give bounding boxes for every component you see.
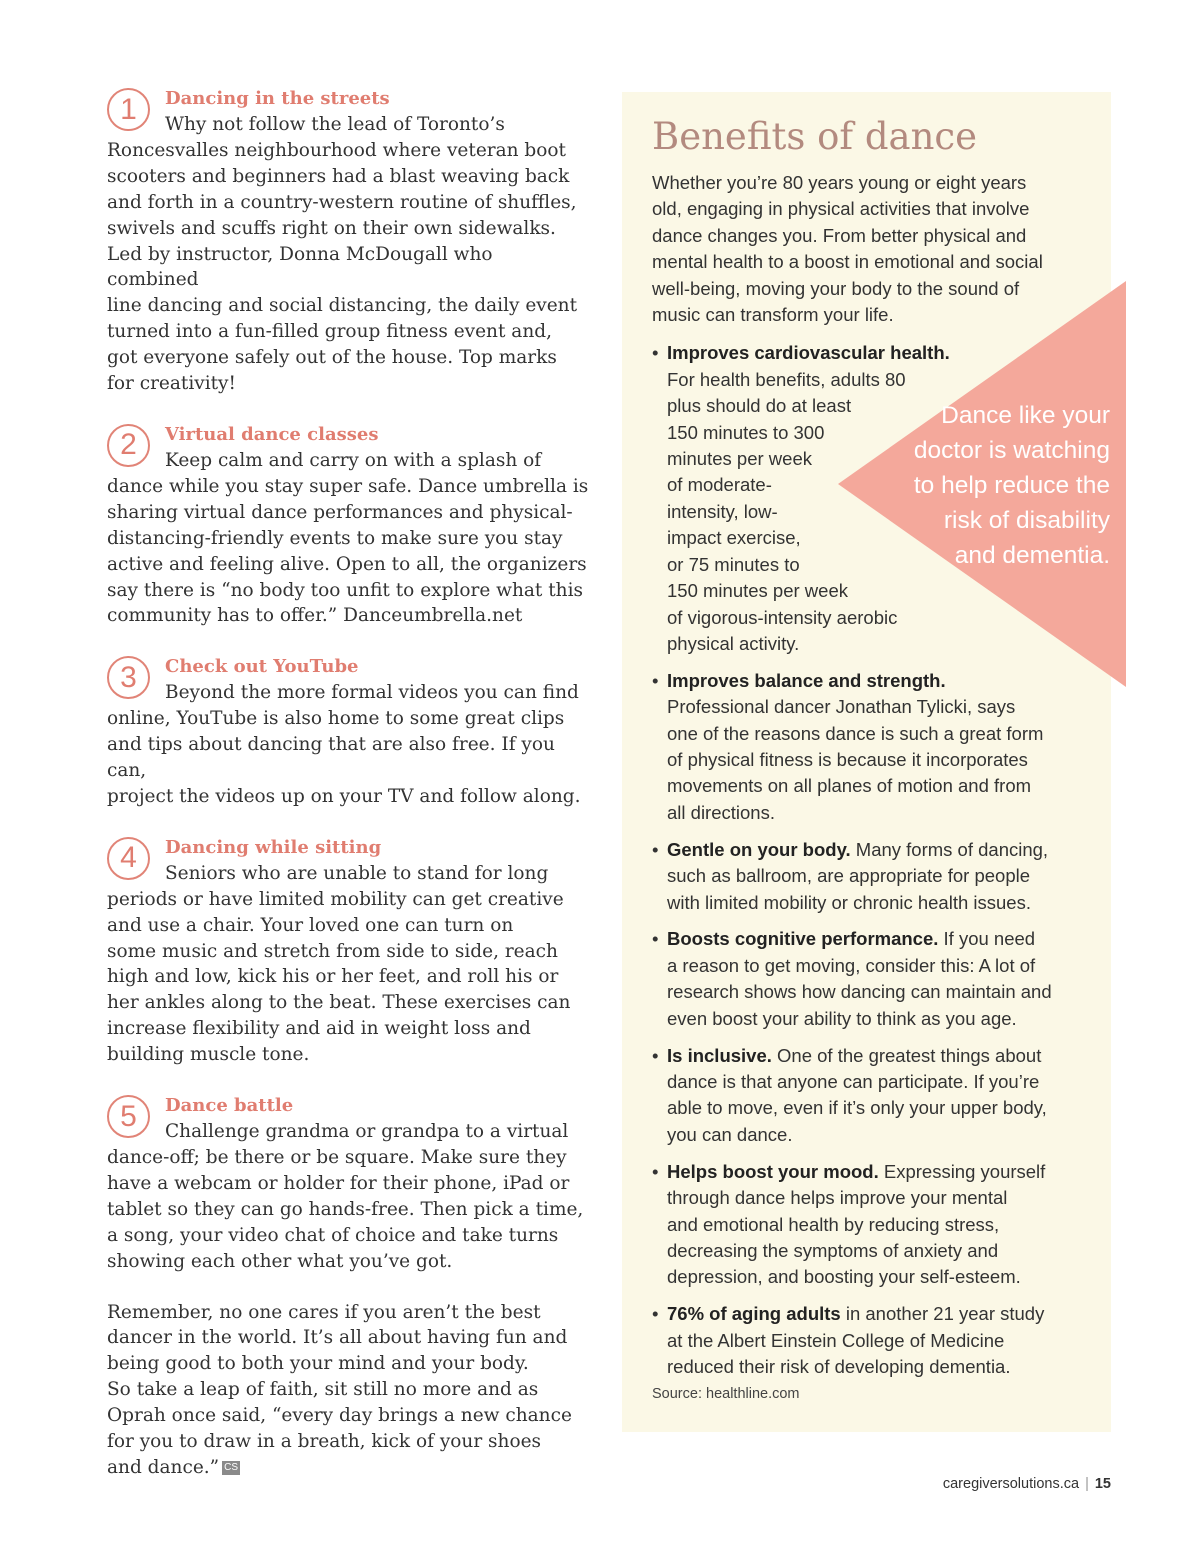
sidebar-intro: Whether you’re 80 years young or eight years old, engaging in physical activities that involve dance changes you. From better physical and mental health to a boost in emotional and social well-being, moving your body to the sound of music can transform your life. <box>652 172 1043 326</box>
sidebar-title: Benefits of dance <box>652 115 978 158</box>
tip-item-3 <box>107 654 589 810</box>
benefits-sidebar <box>622 92 1111 1432</box>
tip-title: Check out YouTube <box>165 656 359 678</box>
tip-title: Dance battle <box>165 1095 294 1117</box>
closing-paragraph: Remember, no one cares if you aren’t the best dancer in the world. It’s all about having fun and being good to both your mind and your body. So take a leap of faith, sit still no more and as Oprah once said, “every day brings a new chance for you to draw in a breath, kick of your shoes and dance.” CS <box>107 1301 572 1478</box>
tip-title: Dancing in the streets <box>165 88 390 109</box>
footer-website: caregiversolutions.ca <box>942 1476 1080 1492</box>
tip-title: Dancing while sitting <box>165 836 382 858</box>
page-footer <box>943 1476 1111 1492</box>
tip-title: Virtual dance classes <box>165 423 379 445</box>
tip-item-2 <box>107 422 589 629</box>
benefit-item: • Gentle on your body. Many forms of dancing, such as ballroom, are appropriate for people with limited mobility or chronic health issues. <box>652 838 1049 913</box>
number-badge: 2 <box>107 424 150 467</box>
tip-item-1 <box>107 86 589 397</box>
tip-body: Keep calm and carry on with a splash of dance while you stay super safe. Dance umbrella is sharing virtual dance performances and physical- distancing-friendly events to make sure you stay active and feeling alive. Open to all, the organizers say there is “no body too unfit to explore what this community has to offer.” Danceumbrella.net <box>107 449 589 627</box>
benefit-item: • Improves balance and strength. Professional dancer Jonathan Tylicki, says one of the reasons dance is such a great form of physical fitness is because it incorporates movements on all planes of motion and from all directions. <box>652 669 1044 823</box>
number-badge: 4 <box>107 837 150 880</box>
callout-quote: Dance like your doctor is watching to help reduce the risk of disability and dementia. <box>913 402 1110 569</box>
tip-item-5 <box>107 1093 589 1274</box>
cs-end-mark-icon: CS <box>224 1461 239 1473</box>
benefit-item: • 76% of aging adults in another 21 year study at the Albert Einstein College of Medicine reduced their risk of developing dementia. <box>652 1303 1045 1378</box>
benefit-item: • Is inclusive. One of the greatest things about dance is that anyone can participate. If you’re able to move, even if it’s only your upper body, you can dance. <box>652 1044 1047 1145</box>
tip-body: Challenge grandma or grandpa to a virtual dance-off; be there or be square. Make sure they have a webcam or holder for their phone, iPad or tablet so they can go hands-free. Then pick a time, a song, your video chat of choice and take turns showing each other what you’ve got. <box>107 1121 584 1272</box>
tip-body: Why not follow the lead of Toronto’s Roncesvalles neighbourhood where veteran boot scooters and beginners had a blast weaving back and forth in a country-western routine of shuffles, swivels and scuffs right on their own sidewalks. Led by instructor, Donna McDougall who combined line dancing and social distancing, the daily event turned into a fun-filled group fitness event and, got everyone safely out of the house. Top marks for creativity! <box>107 114 578 395</box>
number-badge: 3 <box>107 656 150 699</box>
benefit-item: • Improves cardiovascular health. For health benefits, adults 80 plus should do at least 150 minutes to 300 minutes per week of moderate- intensity, low- impact exercise, or 75 minutes to 150 minutes per week of vigorous-intensity aerobic physical activity. <box>652 342 950 654</box>
footer-separator: | <box>1085 1476 1089 1492</box>
tip-body: Beyond the more formal videos you can find online, YouTube is also home to some great clips and tips about dancing that are also free. If you can, project the videos up on your TV and follow along. <box>107 682 581 807</box>
benefit-item: • Helps boost your mood. Expressing yourself through dance helps improve your mental and emotional health by reducing stress, decreasing the symptoms of anxiety and depression, and boosting your self-esteem. <box>652 1160 1046 1288</box>
tip-body: Seniors who are unable to stand for long periods or have limited mobility can get creative and use a chair. Your loved one can turn on some music and stretch from side to side, reach high and low, kick his or her feet, and roll his or her ankles along to the beat. These exercises can increase flexibility and aid in weight loss and building muscle tone. <box>107 862 571 1066</box>
benefit-item: • Boosts cognitive performance. If you need a reason to get moving, consider this: A lot of research shows how dancing can maintain and even boost your ability to think as you age. <box>652 928 1052 1029</box>
tip-item-4 <box>107 835 589 1068</box>
number-badge: 1 <box>107 88 150 131</box>
page-number: 15 <box>1094 1476 1111 1492</box>
number-badge: 5 <box>107 1095 150 1138</box>
main-column <box>107 86 589 1481</box>
source-note: Source: healthline.com <box>652 1386 800 1403</box>
